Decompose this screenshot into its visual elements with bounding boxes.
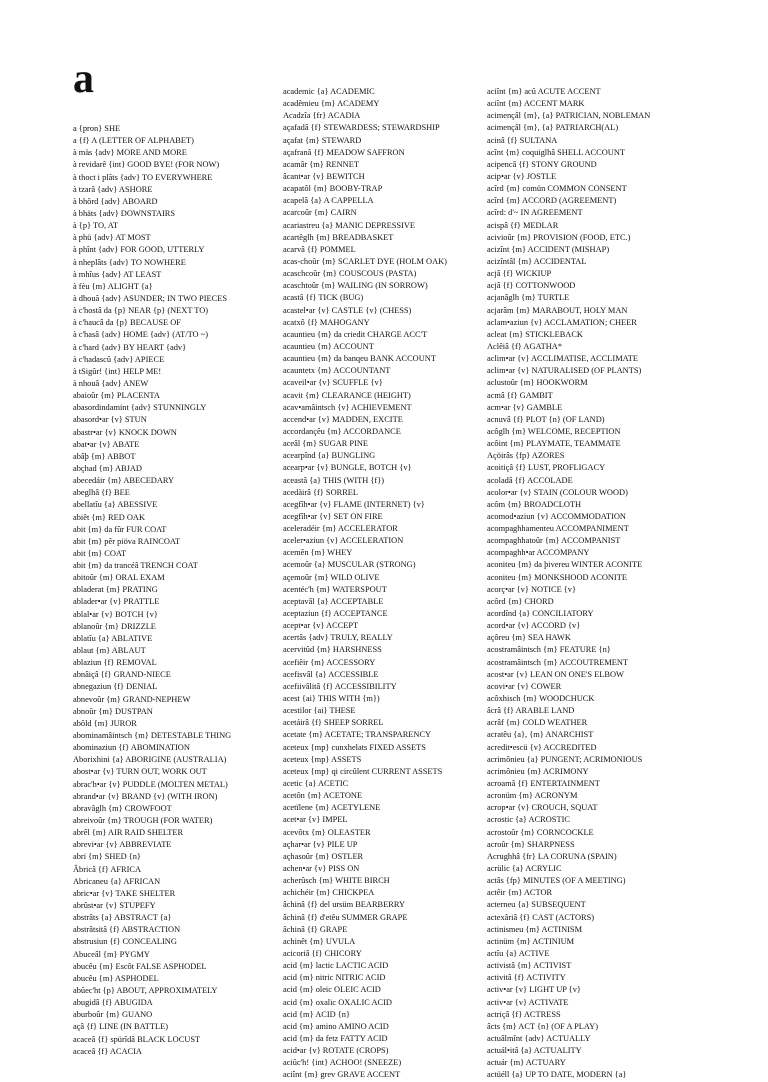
dictionary-entry: à nheplâts {adv} TO NOWHERE: [73, 257, 186, 267]
dictionary-entry: acompaghh•ar ACCOMPANY: [487, 548, 590, 558]
dictionary-entry: Acadzîa {fr} ACADIA: [283, 111, 361, 121]
dictionary-entry: abucêu {m} ASPHODEL: [73, 973, 159, 983]
dictionary-entry: âchinâ {f} del ursüm BEARBERRY: [283, 900, 406, 910]
dictionary-entry: acauntieu {m} ACCOUNT: [283, 341, 374, 351]
dictionary-entry: acapatôl {m} BOOBY-TRAP: [283, 184, 383, 194]
dictionary-entry: acizîntâl {m} ACCIDENTAL: [487, 256, 587, 266]
dictionary-entry: abnevoûr {m} GRAND-NEPHEW: [73, 694, 191, 704]
dictionary-entry: acompaghhamenteu ACCOMPANIMENT: [487, 524, 629, 534]
dictionary-entry: ablanoûr {m} DRIZZLE: [73, 621, 156, 631]
dictionary-entry: acastâ {f} TICK (BUG): [283, 293, 364, 303]
dictionary-entry: acestilor {ai} THESE: [283, 706, 356, 716]
dictionary-entry: acid {m} oxalic OXALIC ACID: [283, 997, 392, 1007]
dictionary-entry: acetáirâ {f} SHEEP SORREL: [283, 718, 384, 728]
dictionary-entry: acolor•ar {v} STAIN (COLOUR WOOD): [487, 487, 628, 497]
dictionary-entry: abeglhâ {f} BEE: [73, 488, 130, 498]
dictionary-entry: acid {m} oleic OLEIC ACID: [283, 985, 381, 995]
dictionary-entry: abitoûr {m} ORAL EXAM: [73, 573, 165, 583]
dictionary-entry: acimençâl {m}, {a} PATRIARCH(AL): [487, 123, 619, 133]
dictionary-entry: Aborixhini {a} ABORIGINE (AUSTRALIA): [73, 755, 227, 765]
dictionary-entry: actriçâ {f} ACTRESS: [487, 1009, 561, 1019]
dictionary-entry: aceptaziun {f} ACCEPTANCE: [283, 609, 388, 619]
dictionary-entry: acinâ {f} SULTANA: [487, 135, 558, 145]
dictionary-entry: acnuvâ {f} PLOT {n} (OF LAND): [487, 414, 605, 424]
dictionary-entry: abstrâtsitâ {f} ABSTRACTION: [73, 925, 181, 935]
dictionary-entry: à thoct i plãts {adv} TO EVERYWHERE: [73, 172, 213, 182]
dictionary-entry: acimençâl {m}, {a} PATRICIAN, NOBLEMAN: [487, 111, 651, 121]
dictionary-entry: âchinâ {f} d'etêu SUMMER GRAPE: [283, 912, 408, 922]
dictionary-entry: actâs {fp} MINUTES (OF A MEETING): [487, 876, 626, 886]
dictionary-entry: acrimônieu {a} PUNGENT; ACRIMONIOUS: [487, 754, 643, 764]
dictionary-entry: abugidâ {f} ABUGIDA: [73, 998, 153, 1008]
dictionary-entry: acid {m} da fetz FATTY ACID: [283, 1033, 388, 1043]
dictionary-entry: aciînt {m} ACCENT MARK: [487, 99, 585, 109]
dictionary-entry: aceteux {mp} ASSETS: [283, 754, 362, 764]
dictionary-entry: açôreu {m} SEA HAWK: [487, 633, 571, 643]
dictionary-entry: acertâs {adv} TRULY, REALLY: [283, 633, 393, 643]
dictionary-entry: actuár {m} ACTUARY: [487, 1058, 566, 1068]
dictionary-entry: acet•ar {v} IMPEL: [283, 815, 348, 825]
dictionary-entry: à bhäts {adv} DOWNSTAIRS: [73, 208, 176, 218]
dictionary-entry: abost•ar {v} TURN OUT, WORK OUT: [73, 767, 207, 777]
dictionary-entry: acrostoûr {m} CORNCOCKLE: [487, 827, 594, 837]
dictionary-entry: achen•ar {v} PISS ON: [283, 864, 360, 873]
dictionary-entry: acleat {m} STICKLEBACK: [487, 329, 583, 339]
dictionary-entry: acaveil•ar {v} SCUFFLE {v}: [283, 378, 383, 388]
dictionary-entry: âcts {m} ACT {n} (OF A PLAY): [487, 1021, 599, 1031]
dictionary-entry: actüéll {a} UP TO DATE, MODERN {a}: [487, 1070, 627, 1080]
dictionary-entry: abucêu {m} Escôt FALSE ASPHODEL: [73, 961, 207, 971]
dictionary-entry: acapelâ {a} A CAPPELLA: [283, 196, 374, 206]
dictionary-entry: acetate {m} ACETATE; TRANSPARENCY: [283, 730, 432, 740]
dictionary-entry: âcant•ar {v} BEWITCH: [283, 171, 365, 181]
dictionary-entry: acefiêir {m} ACCESSORY: [283, 657, 376, 667]
dictionary-entry: acauntieu {m} da banqeu BANK ACCOUNT: [283, 354, 436, 364]
dictionary-entry: acjanâglh {m} TURTLE: [487, 293, 570, 303]
dictionary-entry: acîrd {m} ACCORD (AGREEMENT): [487, 196, 617, 206]
dictionary-entry: acîrd: d'~ IN AGREEMENT: [487, 208, 583, 218]
dictionary-entry: acîrd {m} comün COMMON CONSENT: [487, 184, 627, 194]
dictionary-entry: abnoûr {m} DUSTPAN: [73, 706, 153, 716]
dictionary-entry: acept•ar {v} ACCEPT: [283, 621, 359, 631]
dictionary-entry: aceâl {m} SUGAR PINE: [283, 439, 369, 449]
dictionary-entry: achichéir {m} CHICKPEA: [283, 888, 375, 898]
dictionary-entry: abôld {m} JUROR: [73, 718, 137, 728]
dictionary-entry: acrimônieu {m} ACRIMONY: [487, 766, 589, 776]
dictionary-entry: acid {m} lactic LACTIC ACID: [283, 961, 389, 971]
dictionary-entry: à fèu {m} ALIGHT {a}: [73, 281, 153, 291]
dictionary-entry: acord•ar {v} ACCORD {v}: [487, 621, 581, 631]
dictionary-entry: âchinâ {f} GRAPE: [283, 924, 348, 934]
dictionary-entry: acôglh {m} WELCOME, RECEPTION: [487, 426, 621, 436]
dictionary-entry: abit {m} pêr piöva RAINCOAT: [73, 536, 181, 546]
dictionary-entry: activistâ {m} ACTIVIST: [487, 961, 572, 971]
dictionary-entry: aclim•ar {v} NATURALISED (OF PLANTS): [487, 366, 642, 376]
dictionary-entry: acorç•ar {v} NOTICE {v}: [487, 584, 577, 594]
dictionary-entry: actêir {m} ACTOR: [487, 888, 553, 898]
dictionary-entry: acivioûr {m} PROVISION (FOOD, ETC.): [487, 232, 631, 242]
dictionary-entry: abit {m} da trancéâ TRENCH COAT: [73, 561, 198, 571]
dictionary-entry: accend•ar {v} MADDEN, EXCITE: [283, 414, 403, 424]
dictionary-entry: à dhouã {adv} ASUNDER; IN TWO PIECES: [73, 293, 227, 303]
dictionary-entry: abrevi•ar {v} ABBREVIATE: [73, 840, 172, 850]
dictionary-entry: Âbricâ {f} AFRICA: [73, 864, 142, 874]
dictionary-entry: ablaziun {f} REMOVAL: [73, 658, 157, 668]
dictionary-entry: actinüm {m} ACTINIUM: [487, 936, 575, 946]
dictionary-entry: acarvâ {f} POMMEL: [283, 244, 356, 254]
dictionary-entry: acrülic {a} ACRYLIC: [487, 864, 562, 873]
dictionary-entry: acronüm {m} ACRONYM: [487, 791, 578, 801]
dictionary-entry: ablal•ar {v} BOTCH {v}: [73, 609, 158, 619]
dictionary-entry: abit {m} da fûr FUR COAT: [73, 524, 167, 534]
dictionary-entry: activitâ {f} ACTIVITY: [487, 973, 566, 983]
dictionary-entry: acid•ar {v} ROTATE (CROPS): [283, 1046, 389, 1056]
dictionary-entry: aciûc'h! {int} ACHOO! (SNEEZE): [283, 1058, 402, 1068]
dictionary-entry: acatxô {f} MAHOGANY: [283, 317, 370, 327]
dictionary-entry: acastel•ar {v} CASTLE {v} (CHESS): [283, 305, 412, 315]
dictionary-entry: acav•amâintsch {v} ACHIEVEMENT: [283, 402, 412, 412]
dictionary-entry: aconiteu {m} MONKSHOOD ACONITE: [487, 572, 627, 582]
dictionary-entry: acterneu {a} SUBSEQUENT: [487, 900, 586, 910]
dictionary-entry: acemên {m} WHEY: [283, 548, 353, 558]
dictionary-entry: acôrd {m} CHORD: [487, 596, 554, 606]
dictionary-entry: acas-choûr {m} SCARLET DYE (HOLM OAK): [283, 256, 447, 266]
dictionary-entry: abrand•ar {v} BRAND {v} (WITH IRON): [73, 791, 218, 801]
dictionary-entry: açafranâ {f} MEADOW SAFFRON: [283, 147, 405, 157]
dictionary-entry: abit {m} COAT: [73, 548, 127, 558]
dictionary-entry: abnâiçâ {f} GRAND-NIECE: [73, 670, 171, 680]
dictionary-entry: acrostic {a} ACROSTIC: [487, 815, 570, 825]
dictionary-entry: abasord•ar {v} STUN: [73, 415, 147, 425]
dictionary-entry: acompaghhatoûr {m} ACCOMPANIST: [487, 536, 621, 546]
dictionary-entry: ablatîu {a} ABLATIVE: [73, 633, 153, 643]
dictionary-entry: acervitûd {m} HARSHNESS: [283, 645, 382, 655]
dictionary-entry: à bhôrd {adv} ABOARD: [73, 196, 158, 206]
dictionary-entry: acevôtx {m} OLEASTER: [283, 827, 371, 837]
dictionary-entry: acoladâ {f} ACCOLADE: [487, 475, 573, 485]
dictionary-entry: acaceâ {f} spürîdâ BLACK LOCUST: [73, 1034, 201, 1044]
dictionary-entry: aceleradéir {m} ACCELERATOR: [283, 524, 398, 534]
dictionary-entry: acostramâintsch {m} ACCOUTREMENT: [487, 657, 629, 667]
dictionary-entry: abçhad {m} ABJAD: [73, 463, 142, 473]
dictionary-entry: abstrusiun {f} CONCEALING: [73, 937, 177, 947]
dictionary-entry: abladerat {m} PRATING: [73, 585, 158, 595]
dictionary-entry: aburboûr {m} GUANO: [73, 1010, 153, 1020]
dictionary-entry: açhar•ar {v} PILE UP: [283, 839, 358, 849]
dictionary-entry: à mhîus {adv} AT LEAST: [73, 269, 162, 279]
dictionary-entry: acamâr {m} RENNET: [283, 159, 359, 169]
dictionary-entry: à {p} TO, AT: [73, 221, 118, 231]
dictionary-entry: acrâf {m} COLD WEATHER: [487, 718, 588, 728]
dictionary-entry: abâþ {m} ABBOT: [73, 451, 136, 461]
dictionary-entry: acemoûr {a} MUSCULAR (STRONG): [283, 560, 416, 570]
dictionary-entry: acizînt {m} ACCIDENT (MISHAP): [487, 244, 610, 254]
dictionary-entry: à c'hadascû {adv} APIECE: [73, 354, 165, 364]
dictionary-entry: acid {m} ACID {n}: [283, 1009, 351, 1019]
dictionary-entry: abri {m} SHED {n}: [73, 852, 141, 862]
dictionary-entry: acispâ {f} MEDLAR: [487, 220, 559, 230]
dictionary-entry: abastr•ar {v} KNOCK DOWN: [73, 427, 177, 437]
dictionary-entry: Acrughhâ {fr} LA CORUNA (SPAIN): [487, 851, 617, 861]
dictionary-entry: à tSigûr! {int} HELP ME!: [73, 366, 162, 376]
dictionary-entry: acredit•escü {v} ACCREDITED: [487, 742, 597, 752]
dictionary-entry: acjarâm {m} MARABOUT, HOLY MAN: [487, 305, 628, 315]
dictionary-entry: abreivoûr {m} TROUGH (FOR WATER): [73, 816, 213, 826]
dictionary-entry: aceteux {mp} qi circûlent CURRENT ASSETS: [283, 766, 443, 776]
dictionary-entry: abecedáir {m} ABECEDARY: [73, 476, 175, 486]
dictionary-entry: aceastâ {a} THIS (WITH {f}): [283, 475, 385, 485]
dictionary-entry: à tzarâ {adv} ASHORE: [73, 184, 153, 194]
dictionary-entry: acost•ar {v} LEAN ON ONE'S ELBOW: [487, 669, 624, 679]
dictionary-entry: aciînt {m} acû ACUTE ACCENT: [487, 87, 601, 96]
dictionary-entry: abominamâintsch {m} DETESTABLE THING: [73, 731, 232, 741]
dictionary-entry: acest {ai} THIS WITH {m}): [283, 694, 380, 704]
dictionary-entry: açâ {f} LINE (IN BATTLE): [73, 1022, 169, 1032]
dictionary-entry: acôxhisch {m} WOODCHUCK: [487, 694, 595, 704]
dictionary-entry: acjâ {f} COTTONWOOD: [487, 281, 576, 291]
dictionary-entry: abiêt {m} RED OAK: [73, 512, 146, 522]
dictionary-entry: acordînd {a} CONCILIATORY: [487, 609, 594, 619]
dictionary-entry: acetic {a} ACETIC: [283, 779, 349, 789]
dictionary-entry: abric•ar {v} TAKE SHELTER: [73, 888, 176, 898]
dictionary-entry: Aclêiâ {f} AGATHA*: [487, 341, 563, 351]
dictionary-entry: à màs {adv} MORE AND MORE: [73, 148, 187, 158]
dictionary-entry: acicoriâ {f} CHICORY: [283, 948, 362, 958]
dictionary-entry: açafadâ {f} STEWARDESS; STEWARDSHIP: [283, 123, 440, 133]
dictionary-entry: achinêt {m} UVULA: [283, 936, 356, 946]
dictionary-entry: à c'hasâ {adv} HOME {adv} (AT/TO ~): [73, 330, 208, 340]
dictionary-entry: açemoûr {m} WILD OLIVE: [283, 572, 380, 582]
dictionary-entry: acmâ {f} GAMBIT: [487, 390, 553, 400]
section-letter-heading: a: [73, 56, 94, 102]
dictionary-entry: acetïlene {m} ACETYLENE: [283, 803, 381, 813]
dictionary-entry: à c'haucâ da {p} BECAUSE OF: [73, 318, 181, 328]
dictionary-entry: aconiteu {m} da þivereu WINTER ACONITE: [487, 560, 643, 570]
dictionary-entry: actuâlmînt {adv} ACTUALLY: [487, 1033, 591, 1043]
dictionary-entry: acetôn {m} ACETONE: [283, 791, 363, 801]
dictionary-entry: à c'hard {adv} BY HEART {adv}: [73, 342, 187, 352]
dictionary-entry: açhasoûr {m} OSTLER: [283, 851, 364, 861]
dictionary-entry: acegfîh•ar {v} FLAME (INTERNET) {v}: [283, 499, 425, 509]
dictionary-entry: accordançêu {m} ACCORDANCE: [283, 426, 401, 436]
dictionary-entry: activ•ar {v} ACTIVATE: [487, 997, 569, 1007]
dictionary-entry: acratêu {a}, {m} ANARCHIST: [487, 730, 594, 740]
dictionary-entry: acaschcoûr {m} COUSCOUS (PASTA): [283, 269, 417, 279]
dictionary-entry: acentéc'h {m} WATERSPOUT: [283, 584, 387, 594]
dictionary-entry: acherûsch {m} WHITE BIRCH: [283, 876, 390, 886]
dictionary-entry: acariastreu {a} MANIC DEPRESSIVE: [283, 220, 416, 230]
dictionary-entry: abrûst•ar {v} STUPEFY: [73, 901, 156, 910]
dictionary-entry: acaschtoûr {m} WAILING (IN SORROW): [283, 281, 428, 291]
dictionary-entry: acroûr {m} SHARPNESS: [487, 839, 575, 849]
dictionary-entry: acm•ar {v} GAMBLE: [487, 402, 563, 412]
dictionary-entry: acînt {m} coquiglhâ SHELL ACCOUNT: [487, 147, 625, 157]
dictionary-entry: acartêglh {m} BREADBASKET: [283, 232, 394, 242]
dictionary-entry: acipencâ {f} STONY GROUND: [487, 159, 597, 169]
dictionary-entry: aceteux {mp} cunxhelats FIXED ASSETS: [283, 742, 426, 752]
dictionary-entry: Açöirâs {fp} AZORES: [487, 451, 565, 461]
dictionary-entry: acefisvâl {a} ACCESSIBLE: [283, 669, 379, 679]
dictionary-entry: activ•ar {v} LIGHT UP {v}: [487, 985, 581, 995]
dictionary-entry: acegfîh•ar {v} SET ON FIRE: [283, 511, 383, 521]
dictionary-entry: actîu {a} ACTIVE: [487, 948, 550, 958]
dictionary-entry: acomod•aziun {v} ACCOMMODATION: [487, 511, 626, 521]
dictionary-entry: aclustoûr {m} HOOKWORM: [487, 378, 588, 388]
dictionary-column-1: [73, 123, 258, 1058]
dictionary-entry: aceptavâl {a} ACCEPTABLE: [283, 596, 384, 606]
dictionary-entry: acaceâ {f} ACACIA: [73, 1046, 142, 1056]
dictionary-entry: academic {a} ACADEMIC: [283, 87, 375, 96]
dictionary-entry: abûec'ht {p} ABOUT, APPROXIMATELY: [73, 985, 218, 995]
dictionary-entry: acoitiçâ {f} LUST, PROFLIGACY: [487, 463, 606, 473]
dictionary-entry: à c'hostâ da {p} NEAR {p} (NEXT TO): [73, 306, 209, 316]
dictionary-entry: acedàirâ {f} SORREL: [283, 487, 359, 497]
dictionary-column-3: [487, 86, 692, 1082]
dictionary-entry: acauntetx {m} ACCOUNTANT: [283, 366, 391, 376]
dictionary-entry: acôint {m} PLAYMATE, TEAMMATE: [487, 439, 621, 449]
dictionary-entry: a {pron} SHE: [73, 124, 121, 133]
dictionary-entry: à nhouâ {adv} ANEW: [73, 378, 149, 388]
dictionary-entry: acid {m} nitric NITRIC ACID: [283, 973, 386, 983]
dictionary-entry: acostramâintsch {m} FEATURE {n}: [487, 645, 611, 655]
dictionary-entry: acauntieu {m} da criedit CHARGE ACC'T: [283, 329, 428, 339]
dictionary-entry: actuál•itâ {a} ACTUALITY: [487, 1046, 582, 1056]
dictionary-entry: à phînt {adv} FOR GOOD, UTTERLY: [73, 245, 205, 255]
dictionary-entry: aclim•ar {v} ACCLIMATISE, ACCLIMATE: [487, 354, 639, 364]
dictionary-column-2: [283, 86, 473, 1082]
dictionary-entry: acid {m} amino AMINO ACID: [283, 1021, 389, 1031]
dictionary-entry: à phü {adv} AT MOST: [73, 233, 151, 243]
dictionary-entry: açafat {m} STEWARD: [283, 135, 362, 145]
dictionary-entry: acjâ {f} WICKIUP: [487, 269, 552, 279]
dictionary-entry: acavit {m} CLEARANCE (HEIGHT): [283, 390, 411, 400]
dictionary-entry: aceler•aziun {v} ACCELERATION: [283, 536, 404, 546]
dictionary-entry: acip•ar {v} JOSTLE: [487, 171, 557, 181]
dictionary-entry: acearpînd {a} BUNGLING: [283, 451, 376, 461]
dictionary-entry: acefiivâlitâ {f} ACCESSIBILITY: [283, 681, 397, 691]
dictionary-entry: actexâriâ {f} CAST (ACTORS): [487, 912, 595, 922]
dictionary-entry: abravâglh {m} CROWFOOT: [73, 803, 172, 813]
dictionary-entry: acrop•ar {v} CROUCH, SQUAT: [487, 803, 598, 813]
dictionary-entry: aciînt {m} grev GRAVE ACCENT: [283, 1070, 401, 1080]
dictionary-entry: abaioûr {m} PLACENTA: [73, 391, 160, 401]
dictionary-entry: a {f} A (LETTER OF ALPHABET): [73, 136, 194, 146]
dictionary-entry: abat•ar {v} ABATE: [73, 439, 140, 449]
dictionary-entry: abstrâts {a} ABSTRACT {a}: [73, 913, 172, 923]
dictionary-entry: abrac'h•ar {v} PUDDLE (MOLTEN METAL): [73, 779, 228, 789]
dictionary-entry: acroamâ {f} ENTERTAINMENT: [487, 779, 600, 789]
dictionary-entry: Abricaneu {a} AFRICAN: [73, 876, 161, 886]
dictionary-entry: acôm {m} BROADCLOTH: [487, 499, 582, 509]
dictionary-entry: actinismeu {m} ACTINISM: [487, 924, 583, 934]
dictionary-entry: abominaziun {f} ABOMINATION: [73, 743, 190, 753]
dictionary-entry: Abuceâl {m} PYGMY: [73, 949, 150, 959]
dictionary-entry: à revidarê {int} GOOD BYE! (FOR NOW): [73, 160, 220, 170]
dictionary-entry: ablader•ar {v} PRATTLE: [73, 597, 160, 607]
dictionary-entry: abrêl {m} AIR RAID SHELTER: [73, 828, 184, 838]
dictionary-entry: abellatîu {a} ABESSIVE: [73, 500, 158, 510]
dictionary-entry: abnegaziun {f} DENIAL: [73, 682, 158, 692]
dictionary-entry: acadêmieu {m} ACADEMY: [283, 99, 380, 109]
dictionary-entry: âcrâ {f} ARABLE LAND: [487, 706, 575, 716]
dictionary-entry: acarcoûr {m} CAIRN: [283, 208, 357, 218]
dictionary-entry: ablaut {m} ABLAUT: [73, 646, 146, 656]
dictionary-entry: acearp•ar {v} BUNGLE, BOTCH {v}: [283, 463, 412, 473]
dictionary-entry: abasordindamint {adv} STUNNINGLY: [73, 403, 207, 413]
dictionary-entry: acovi•ar {v} COWER: [487, 681, 562, 691]
dictionary-entry: aclam•aziun {v} ACCLAMATION; CHEER: [487, 317, 637, 327]
